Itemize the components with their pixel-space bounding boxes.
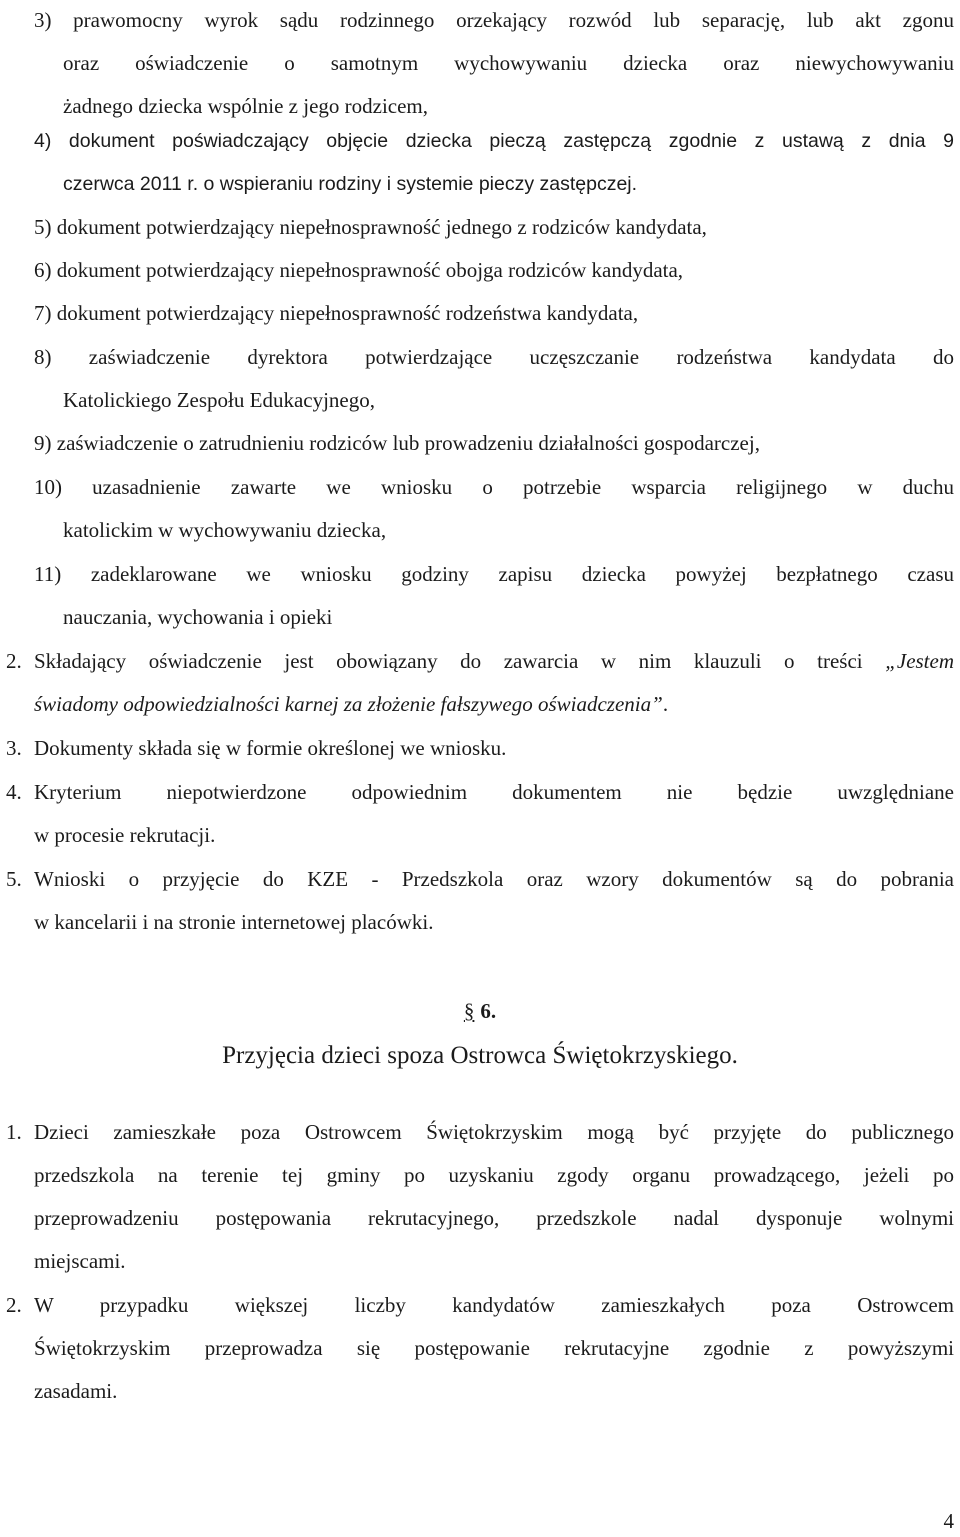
section-symbol: § xyxy=(463,999,475,1023)
list-item-8-line-1: 8) zaświadczenie dyrektora potwierdzające uczęszczanie rodzeństwa kandydata do xyxy=(34,345,954,369)
point-5-line-1: Wnioski o przyjęcie do KZE - Przedszkola oraz wzory dokumentów są do pobrania xyxy=(34,867,954,891)
section-point-1-line-3: przeprowadzeniu postępowania rekrutacyjnego, przedszkole nadal dysponuje wolnymi xyxy=(34,1206,954,1230)
list-item-11-line-2: nauczania, wychowania i opieki xyxy=(63,605,333,629)
section-point-2-line-3: zasadami. xyxy=(34,1379,118,1403)
list-item-6: 6) dokument potwierdzający niepełnosprawność obojga rodziców kandydata, xyxy=(34,258,684,282)
section-point-1-line-4: miejscami. xyxy=(34,1249,126,1273)
section-number-text: 6. xyxy=(480,999,497,1023)
list-item-5: 5) dokument potwierdzający niepełnosprawność jednego z rodziców kandydata, xyxy=(34,215,707,239)
list-item-4-line-1: 4) dokument poświadczający objęcie dziecka pieczą zastępczą zgodnie z ustawą z dnia 9 xyxy=(34,130,954,152)
list-item-11-line-1: 11) zadeklarowane we wniosku godziny zapisu dziecka powyżej bezpłatnego czasu xyxy=(34,562,954,586)
point-2-quote-start: „Jestem xyxy=(885,649,955,673)
point-2-line-1 xyxy=(34,646,954,676)
point-5-line-2: w kancelarii i na stronie internetowej placówki. xyxy=(34,910,434,934)
section-number xyxy=(0,996,960,1026)
point-2-number: 2. xyxy=(6,649,22,673)
section-point-1-line-2: przedszkola na terenie tej gminy po uzyskaniu zgody organu prowadzącego, jeżeli po xyxy=(34,1163,954,1187)
list-item-9: 9) zaświadczenie o zatrudnieniu rodziców lub prowadzeniu działalności gospodarczej, xyxy=(34,431,760,455)
point-2-line-2 xyxy=(34,689,668,719)
page-number: 4 xyxy=(943,1509,954,1533)
point-3-number: 3. xyxy=(6,736,22,760)
section-title: Przyjęcia dzieci spoza Ostrowca Świętokrzyskiego. xyxy=(222,1042,738,1069)
section-point-1-number: 1. xyxy=(6,1120,22,1144)
list-item-3-line-2: oraz oświadczenie o samotnym wychowywaniu dziecka oraz niewychowywaniu xyxy=(63,51,954,75)
list-item-7: 7) dokument potwierdzający niepełnosprawność rodzeństwa kandydata, xyxy=(34,301,639,325)
point-3-text: Dokumenty składa się w formie określonej we wniosku. xyxy=(34,736,507,760)
list-item-3-line-3: żadnego dziecka wspólnie z jego rodzicem, xyxy=(63,94,429,118)
section-point-2-line-1: W przypadku większej liczby kandydatów zamieszkałych poza Ostrowcem xyxy=(34,1293,954,1317)
point-2-text: Składający oświadczenie jest obowiązany do zawarcia w nim klauzuli o treści xyxy=(34,649,863,673)
list-item-8-line-2: Katolickiego Zespołu Edukacyjnego, xyxy=(63,388,375,412)
point-5-number: 5. xyxy=(6,867,22,891)
section-point-1-line-1: Dzieci zamieszkałe poza Ostrowcem Świętokrzyskim mogą być przyjęte do publicznego xyxy=(34,1120,954,1144)
point-4-number: 4. xyxy=(6,780,22,804)
list-item-4-line-2: czerwca 2011 r. o wspieraniu rodziny i systemie pieczy zastępczej. xyxy=(63,173,638,195)
section-point-2-line-2: Świętokrzyskim przeprowadza się postępowanie rekrutacyjne zgodnie z powyższymi xyxy=(34,1336,954,1360)
point-2-quote: świadomy odpowiedzialności karnej za złożenie fałszywego oświadczenia” xyxy=(34,692,663,716)
point-4-line-1: Kryterium niepotwierdzone odpowiednim dokumentem nie będzie uwzględniane xyxy=(34,780,954,804)
list-item-3-line-1: 3) prawomocny wyrok sądu rodzinnego orzekający rozwód lub separację, lub akt zgonu xyxy=(34,8,954,32)
point-2-quote-end: . xyxy=(662,692,669,716)
list-item-10-line-1: 10) uzasadnienie zawarte we wniosku o potrzebie wsparcia religijnego w duchu xyxy=(34,475,954,499)
section-point-2-number: 2. xyxy=(6,1293,22,1317)
point-4-line-2: w procesie rekrutacji. xyxy=(34,823,216,847)
list-item-10-line-2: katolickim w wychowywaniu dziecka, xyxy=(63,518,387,542)
